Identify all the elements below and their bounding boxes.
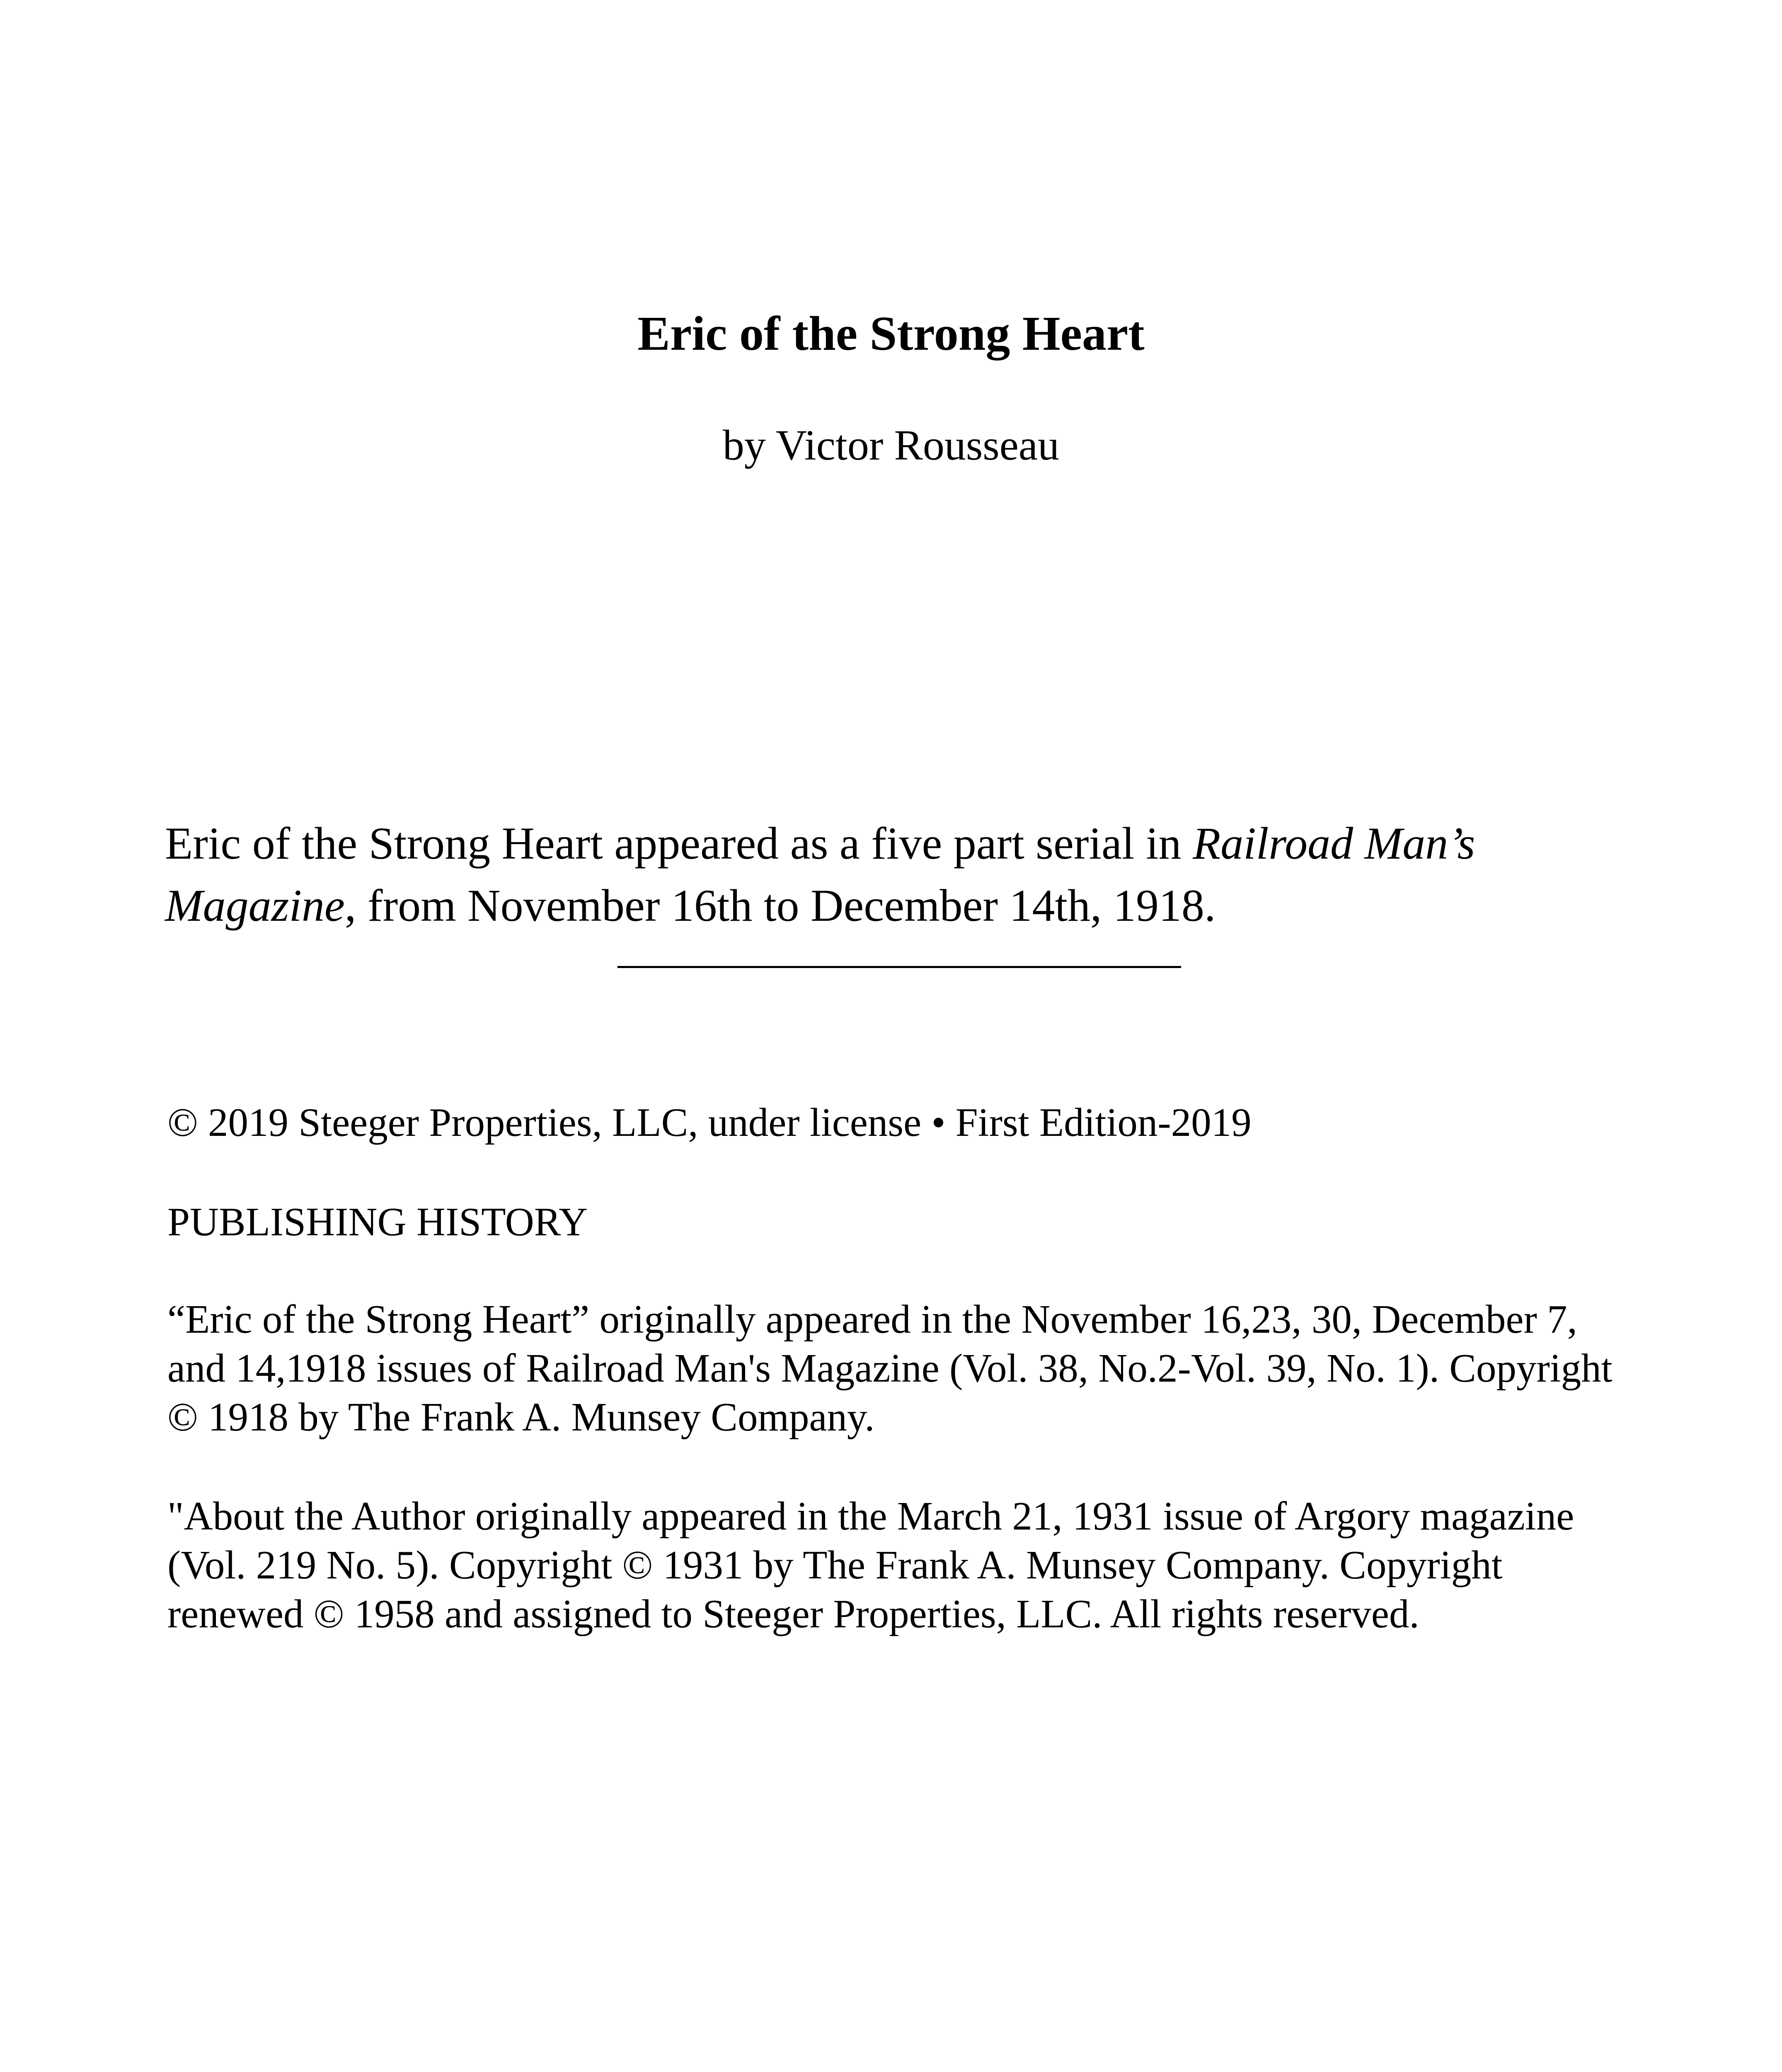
publishing-history-paragraph-1: “Eric of the Strong Heart” originally appeared in the November 16,23, 30, December 7, and 14,1918 issues of Railroad Man's Magazine (Vol. 38, No.2-Vol. 39, No. 1). Copyright © 1918 by The Frank A. Munsey Company.: [167, 1297, 1613, 1439]
serial-note-text: Eric of the Strong Heart appeared as a five part serial in: [165, 818, 1193, 869]
book-title: Eric of the Strong Heart: [637, 306, 1145, 361]
magazine-name-line-1: Railroad Man’s: [1193, 818, 1475, 869]
magazine-name-line-2: Magazine: [165, 880, 345, 931]
copyright-line: © 2019 Steeger Properties, LLC, under license • First Edition-2019: [167, 1100, 1252, 1145]
publishing-history-paragraph-2: "About the Author originally appeared in the March 21, 1931 issue of Argory magazine (Vol. 219 No. 5). Copyright © 1931 by The Frank A. Munsey Company. Copyright renewed © 1958 and assigned to Steeger Properties, LLC. All rights reserved.: [167, 1494, 1574, 1636]
section-divider: [617, 966, 1181, 968]
author-byline: by Victor Rousseau: [722, 421, 1060, 469]
serial-note-dates: , from November 16th to December 14th, 1918.: [344, 880, 1216, 931]
serial-note: [165, 812, 1615, 937]
publishing-history-heading: PUBLISHING HISTORY: [167, 1200, 588, 1244]
